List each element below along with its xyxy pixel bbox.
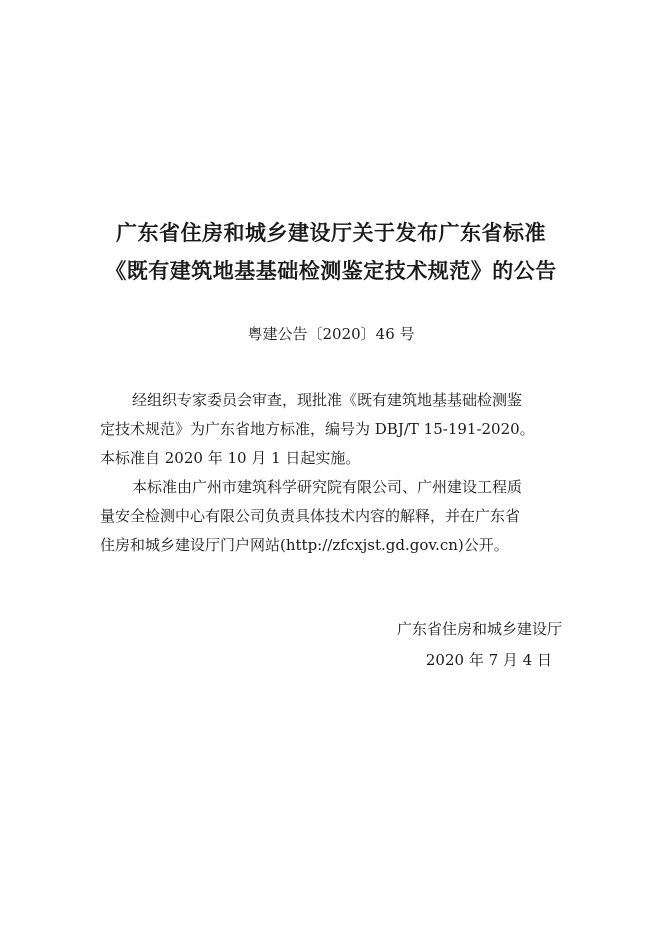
announcement-title [60, 214, 602, 290]
issue-date: 2020 年 7 月 4 日 [425, 651, 552, 669]
title-line-2: 《既有建筑地基基础检测鉴定技术规范》的公告 [105, 259, 557, 283]
announcement-body [100, 386, 562, 560]
paragraph-1-line-2: 定技术规范》为广东省地方标准，编号为 DBJ/T 15-191-2020。 [100, 420, 535, 438]
paragraph-2-line-2: 量安全检测中心有限公司负责具体技术内容的解释，并在广东省 [100, 507, 521, 525]
paragraph-2-line-3: 住房和城乡建设厅门户网站(http://zfcxjst.gd.gov.cn)公开。 [100, 536, 509, 554]
signature-block [397, 614, 562, 676]
paragraph-1-line-1: 经组织专家委员会审查，现批准《既有建筑地基基础检测鉴 [132, 391, 523, 409]
issuer-name: 广东省住房和城乡建设厅 [396, 620, 562, 638]
paragraph-2-line-1: 本标准由广州市建筑科学研究院有限公司、广州建设工程质 [132, 478, 523, 496]
document-number: 粤建公告〔2020〕46 号 [247, 325, 415, 343]
title-line-1: 广东省住房和城乡建设厅关于发布广东省标准 [116, 221, 546, 245]
paragraph-1-line-3: 本标准自 2020 年 10 月 1 日起实施。 [100, 449, 361, 467]
